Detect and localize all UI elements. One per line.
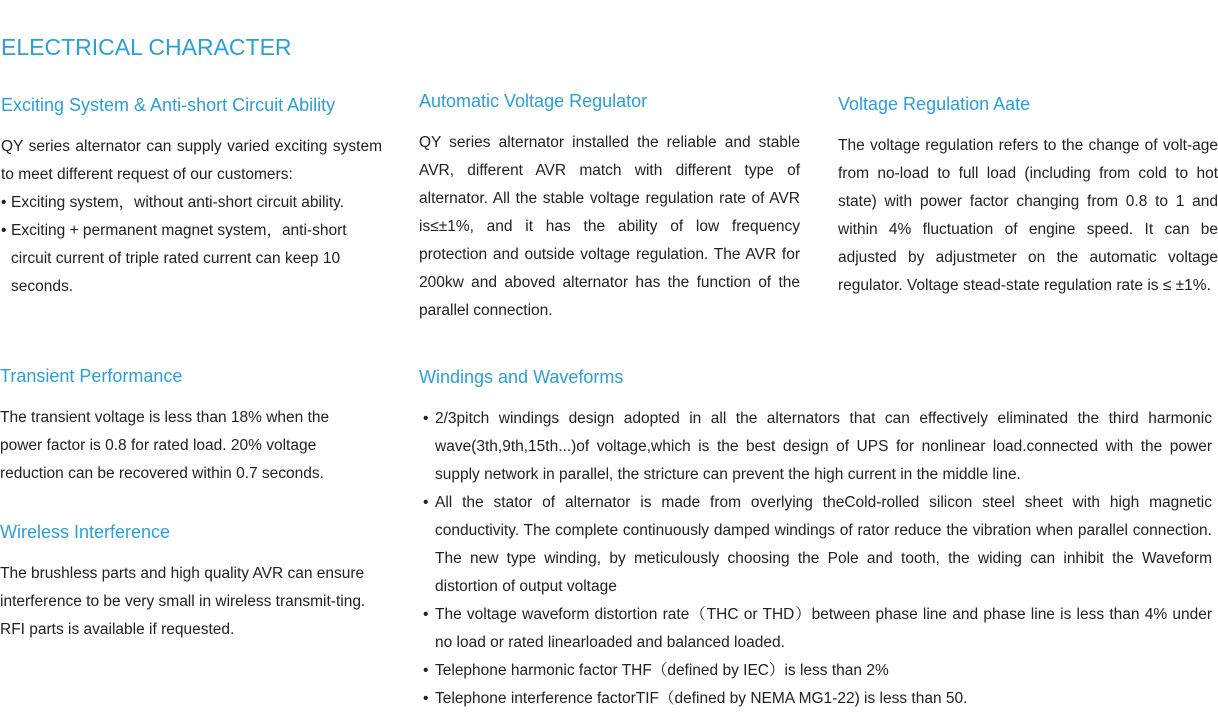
bullet-icon: • [423, 606, 429, 623]
section-avr [419, 91, 800, 325]
section-heading-avr: Automatic Voltage Regulator [419, 91, 648, 111]
section-wireless [0, 522, 392, 644]
bullet-icon: • [1, 194, 7, 211]
list-item [419, 489, 1212, 601]
bullet-icon: • [423, 410, 429, 427]
section-heading-regulation: Voltage Regulation Aate [838, 94, 1031, 114]
windings-list [419, 405, 1212, 713]
list-item [419, 685, 1212, 713]
section-exciting-system [1, 95, 382, 301]
section-transient [0, 366, 360, 488]
wireless-body: The brushless parts and high quality AVR can ensure interference to be very small in wireless transmit-ting. RFI parts is available if requested. [0, 565, 366, 638]
bullet-icon: • [1, 222, 7, 239]
list-item-text: Telephone interference factorTIF（defined by NEMA MG1-22) is less than 50. [435, 690, 968, 707]
bullet-icon: • [423, 494, 429, 511]
list-item-text: The voltage waveform distortion rate（THC or THD）between phase line and phase line is less than 4% under no load or rated linearloaded and balanced loaded. [435, 606, 1212, 651]
section-heading-exciting: Exciting System & Anti-short Circuit Ability [1, 95, 336, 115]
list-item [419, 657, 1212, 685]
list-item-text: Exciting system，without anti-short circuit ability. [11, 194, 345, 211]
list-item-text: Exciting + permanent magnet system，anti-short circuit current of triple rated current can keep 10 seconds. [11, 222, 347, 295]
section-voltage-regulation [838, 94, 1218, 300]
section-heading-wireless: Wireless Interference [0, 522, 171, 542]
avr-body: QY series alternator installed the reliable and stable AVR, different AVR match with different type of alternator. All the stable voltage regulation rate of AVR is≤±1%, and it has the ability of low frequency protection and outside voltage regulation. The AVR for 200kw and aboved alternator has the function of the parallel connection. [419, 134, 800, 319]
list-item-text: Telephone harmonic factor THF（defined by IEC）is less than 2% [435, 662, 889, 679]
section-windings [419, 367, 1212, 713]
list-item-text: All the stator of alternator is made from overlying theCold-rolled silicon steel sheet with high magnetic conductivity. The complete continuously damped windings of rator reduce the vibration when parallel connection. The new type winding, by meticulously choosing the Pole and tooth, the widing can inhibit the Waveform distortion of output voltage [435, 494, 1212, 595]
exciting-intro: QY series alternator can supply varied exciting system to meet different request of our customers: [1, 138, 382, 183]
list-item [419, 405, 1212, 489]
bullet-icon: • [423, 690, 429, 707]
transient-body: The transient voltage is less than 18% when the power factor is 0.8 for rated load. 20% voltage reduction can be recovered within 0.7 seconds. [0, 409, 330, 482]
regulation-body: The voltage regulation refers to the change of volt-age from no-load to full load (including from cold to hot state) with power factor changing from 0.8 to 1 and within 4% fluctuation of engine speed. It can be adjusted by adjustmeter on the automatic voltage regulator. Voltage stead-state regulation rate is ≤ ±1%. [838, 137, 1218, 294]
list-item [419, 601, 1212, 657]
section-heading-windings: Windings and Waveforms [419, 367, 624, 387]
exciting-list [1, 189, 382, 301]
page-title: ELECTRICAL CHARACTER [1, 34, 292, 60]
list-item-text: 2/3pitch windings design adopted in all the alternators that can effectively eliminated the third harmonic wave(3th,9th,15th...)of voltage,which is the best design of UPS for nonlinear load.connected with the power supply network in parallel, the stricture can prevent the high current in the middle line. [435, 410, 1212, 483]
bullet-icon: • [423, 662, 429, 679]
list-item [1, 189, 382, 217]
list-item [1, 217, 382, 301]
section-heading-transient: Transient Performance [0, 366, 183, 386]
